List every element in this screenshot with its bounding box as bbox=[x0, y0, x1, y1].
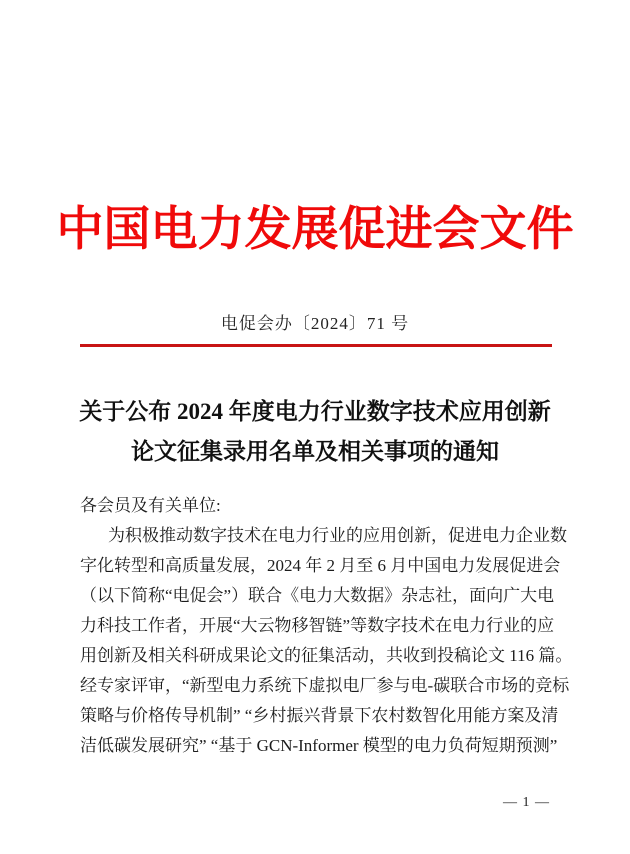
notice-title bbox=[40, 392, 590, 472]
body-line: 用创新及相关科研成果论文的征集活动，共收到投稿论文 116 篇。 bbox=[80, 646, 573, 665]
body-line: （以下简称“电促会”）联合《电力大数据》杂志社，面向广大电 bbox=[80, 586, 555, 605]
salutation-line: 各会员及有关单位: bbox=[80, 496, 221, 515]
notice-title-line2: 论文征集录用名单及相关事项的通知 bbox=[131, 439, 499, 464]
body-line: 为积极推动数字技术在电力行业的应用创新，促进电力企业数 bbox=[108, 526, 567, 545]
notice-title-line1: 关于公布 2024 年度电力行业数字技术应用创新 bbox=[79, 399, 551, 424]
body-line: 字化转型和高质量发展，2024 年 2 月至 6 月中国电力发展促进会 bbox=[80, 556, 561, 575]
document-body bbox=[80, 491, 573, 761]
body-line: 洁低碳发展研究” “基于 GCN-Informer 模型的电力负荷短期预测” bbox=[80, 736, 558, 755]
body-line: 力科技工作者，开展“大云物移智链”等数字技术在电力行业的应 bbox=[80, 616, 555, 635]
org-title: 中国电力发展促进会文件 bbox=[56, 204, 574, 256]
doc-number: 电促会办〔2024〕71 号 bbox=[220, 314, 410, 333]
page-number: — 1 — bbox=[503, 795, 550, 810]
body-line: 经专家评审，“新型电力系统下虚拟电厂参与电-碳联合市场的竞标 bbox=[80, 676, 570, 695]
body-line: 策略与价格传导机制” “乡村振兴背景下农村数智化用能方案及清 bbox=[80, 706, 559, 725]
red-rule-divider bbox=[80, 344, 552, 347]
